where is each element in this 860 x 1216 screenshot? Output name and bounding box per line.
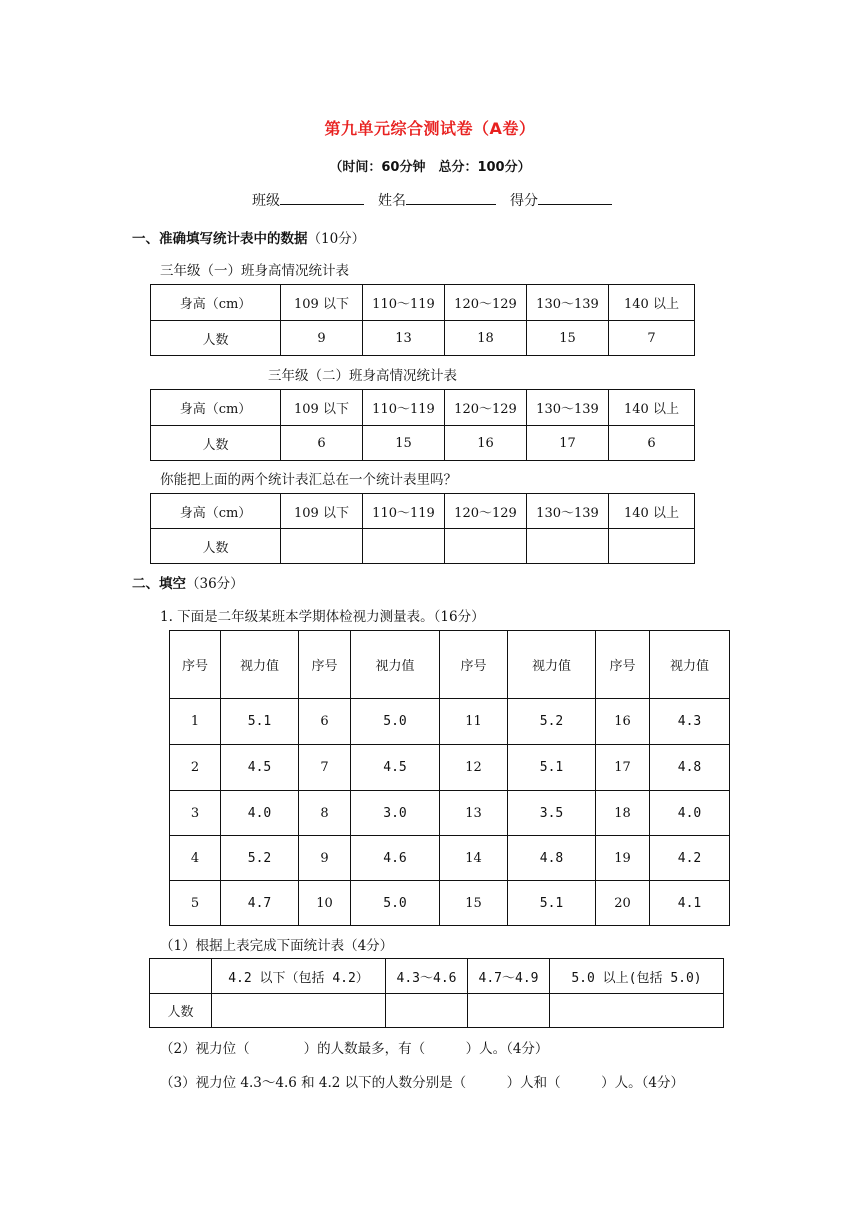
answer-cell[interactable] (212, 994, 386, 1028)
seq-cell: 5 (170, 881, 221, 926)
value-cell: 18 (445, 321, 527, 356)
header-cell: 130～139 (527, 390, 609, 426)
combined-height-table (150, 493, 695, 564)
answer-cell[interactable] (363, 529, 445, 564)
vision-value-cell: 5.0 (351, 699, 440, 745)
table-row (151, 321, 695, 356)
section2-heading (132, 572, 244, 592)
table-header-row (151, 285, 695, 321)
header-cell: 109 以下 (281, 494, 363, 529)
score-blank[interactable] (538, 190, 612, 205)
seq-cell: 13 (440, 791, 508, 836)
vision-value-cell: 4.5 (221, 745, 299, 791)
header-cell: 4.2 以下（包括 4.2） (212, 959, 386, 994)
vision-value-cell: 5.1 (221, 699, 299, 745)
table-row (170, 836, 730, 881)
seq-cell: 14 (440, 836, 508, 881)
header-cell: 140 以上 (609, 390, 695, 426)
header-cell: 5.0 以上(包括 5.0) (550, 959, 724, 994)
vision-value-cell: 4.8 (508, 836, 596, 881)
vision-value-cell: 4.0 (650, 791, 730, 836)
section2-title: 二、填空 (132, 576, 186, 592)
seq-cell: 20 (596, 881, 650, 926)
sub-question-3: （3）视力位 4.3～4.6 和 4.2 以下的人数分别是（ ）人和（ ）人。（4分） (160, 1075, 685, 1091)
vision-value-cell: 5.0 (351, 881, 440, 926)
header-cell (150, 959, 212, 994)
seq-cell: 2 (170, 745, 221, 791)
table-row (151, 426, 695, 461)
vision-value-cell: 4.0 (221, 791, 299, 836)
seq-cell: 4 (170, 836, 221, 881)
header-cell: 序号 (299, 631, 351, 699)
seq-cell: 12 (440, 745, 508, 791)
header-cell: 140 以上 (609, 494, 695, 529)
seq-cell: 17 (596, 745, 650, 791)
class-label: 班级 (252, 193, 280, 209)
seq-cell: 6 (299, 699, 351, 745)
value-cell: 7 (609, 321, 695, 356)
answer-cell[interactable] (468, 994, 550, 1028)
table-row (170, 791, 730, 836)
answer-cell[interactable] (609, 529, 695, 564)
header-cell: 110～119 (363, 285, 445, 321)
vision-value-cell: 4.5 (351, 745, 440, 791)
vision-value-cell: 4.3 (650, 699, 730, 745)
height-table-class1 (150, 284, 695, 356)
vision-value-cell: 4.6 (351, 836, 440, 881)
answer-cell[interactable] (445, 529, 527, 564)
table-row (170, 699, 730, 745)
table1-caption: 三年级（一）班身高情况统计表 (160, 263, 349, 279)
seq-cell: 9 (299, 836, 351, 881)
seq-cell: 11 (440, 699, 508, 745)
class-blank[interactable] (280, 190, 364, 205)
table-header-row (151, 494, 695, 529)
seq-cell: 10 (299, 881, 351, 926)
question1-intro: 1. 下面是二年级某班本学期体检视力测量表。（16分） (160, 609, 485, 625)
table-row (170, 745, 730, 791)
vision-value-cell: 5.1 (508, 745, 596, 791)
table-row (150, 994, 724, 1028)
answer-cell[interactable] (550, 994, 724, 1028)
vision-value-cell: 4.7 (221, 881, 299, 926)
header-cell: 序号 (440, 631, 508, 699)
header-cell: 4.7～4.9 (468, 959, 550, 994)
header-cell: 109 以下 (281, 285, 363, 321)
header-cell: 身高（cm） (151, 390, 281, 426)
name-label: 姓名 (378, 193, 406, 209)
score-label: 得分 (510, 193, 538, 209)
row-label: 人数 (151, 529, 281, 564)
table-header-row (150, 959, 724, 994)
header-cell: 120～129 (445, 390, 527, 426)
student-info-line (252, 190, 626, 210)
sub-question-1: （1）根据上表完成下面统计表（4分） (160, 938, 394, 954)
combine-question: 你能把上面的两个统计表汇总在一个统计表里吗？ (160, 472, 457, 488)
header-cell: 视力值 (221, 631, 299, 699)
header-cell: 109 以下 (281, 390, 363, 426)
section1-points: （10分） (307, 231, 366, 247)
vision-value-cell: 4.2 (650, 836, 730, 881)
header-cell: 120～129 (445, 285, 527, 321)
vision-value-cell: 4.8 (650, 745, 730, 791)
page-title: 第九单元综合测试卷（A卷） (324, 119, 536, 138)
seq-cell: 16 (596, 699, 650, 745)
table-row (170, 881, 730, 926)
value-cell: 9 (281, 321, 363, 356)
header-cell: 身高（cm） (151, 494, 281, 529)
vision-table (169, 630, 730, 926)
vision-value-cell: 3.0 (351, 791, 440, 836)
header-cell: 身高（cm） (151, 285, 281, 321)
header-cell: 120～129 (445, 494, 527, 529)
seq-cell: 15 (440, 881, 508, 926)
value-cell: 17 (527, 426, 609, 461)
value-cell: 6 (609, 426, 695, 461)
header-cell: 序号 (170, 631, 221, 699)
vision-value-cell: 5.2 (221, 836, 299, 881)
section1-title: 一、准确填写统计表中的数据 (132, 231, 308, 247)
header-cell: 视力值 (508, 631, 596, 699)
row-label: 人数 (151, 426, 281, 461)
section2-points: （36分） (186, 576, 244, 592)
table2-caption: 三年级（二）班身高情况统计表 (268, 368, 457, 384)
seq-cell: 8 (299, 791, 351, 836)
table-header-row (151, 390, 695, 426)
header-cell: 4.3～4.6 (386, 959, 468, 994)
value-cell: 15 (527, 321, 609, 356)
vision-value-cell: 5.1 (508, 881, 596, 926)
vision-stat-table (149, 958, 724, 1028)
seq-cell: 18 (596, 791, 650, 836)
seq-cell: 3 (170, 791, 221, 836)
section1-heading (132, 227, 365, 247)
value-cell: 16 (445, 426, 527, 461)
header-cell: 110～119 (363, 494, 445, 529)
seq-cell: 19 (596, 836, 650, 881)
table-row (151, 529, 695, 564)
answer-cell[interactable] (527, 529, 609, 564)
sub-question-2: （2）视力位（ ）的人数最多，有（ ）人。（4分） (160, 1041, 549, 1057)
value-cell: 6 (281, 426, 363, 461)
header-cell: 130～139 (527, 285, 609, 321)
answer-cell[interactable] (281, 529, 363, 564)
seq-cell: 1 (170, 699, 221, 745)
height-table-class2 (150, 389, 695, 461)
header-cell: 序号 (596, 631, 650, 699)
vision-value-cell: 5.2 (508, 699, 596, 745)
value-cell: 13 (363, 321, 445, 356)
row-label: 人数 (151, 321, 281, 356)
header-cell: 110～119 (363, 390, 445, 426)
vision-value-cell: 3.5 (508, 791, 596, 836)
vision-value-cell: 4.1 (650, 881, 730, 926)
exam-meta: （时间：60分钟 总分：100分） (329, 160, 531, 175)
seq-cell: 7 (299, 745, 351, 791)
header-cell: 视力值 (650, 631, 730, 699)
value-cell: 15 (363, 426, 445, 461)
header-cell: 视力值 (351, 631, 440, 699)
header-cell: 130～139 (527, 494, 609, 529)
answer-cell[interactable] (386, 994, 468, 1028)
row-label: 人数 (150, 994, 212, 1028)
header-cell: 140 以上 (609, 285, 695, 321)
table-header-row (170, 631, 730, 699)
name-blank[interactable] (406, 190, 496, 205)
